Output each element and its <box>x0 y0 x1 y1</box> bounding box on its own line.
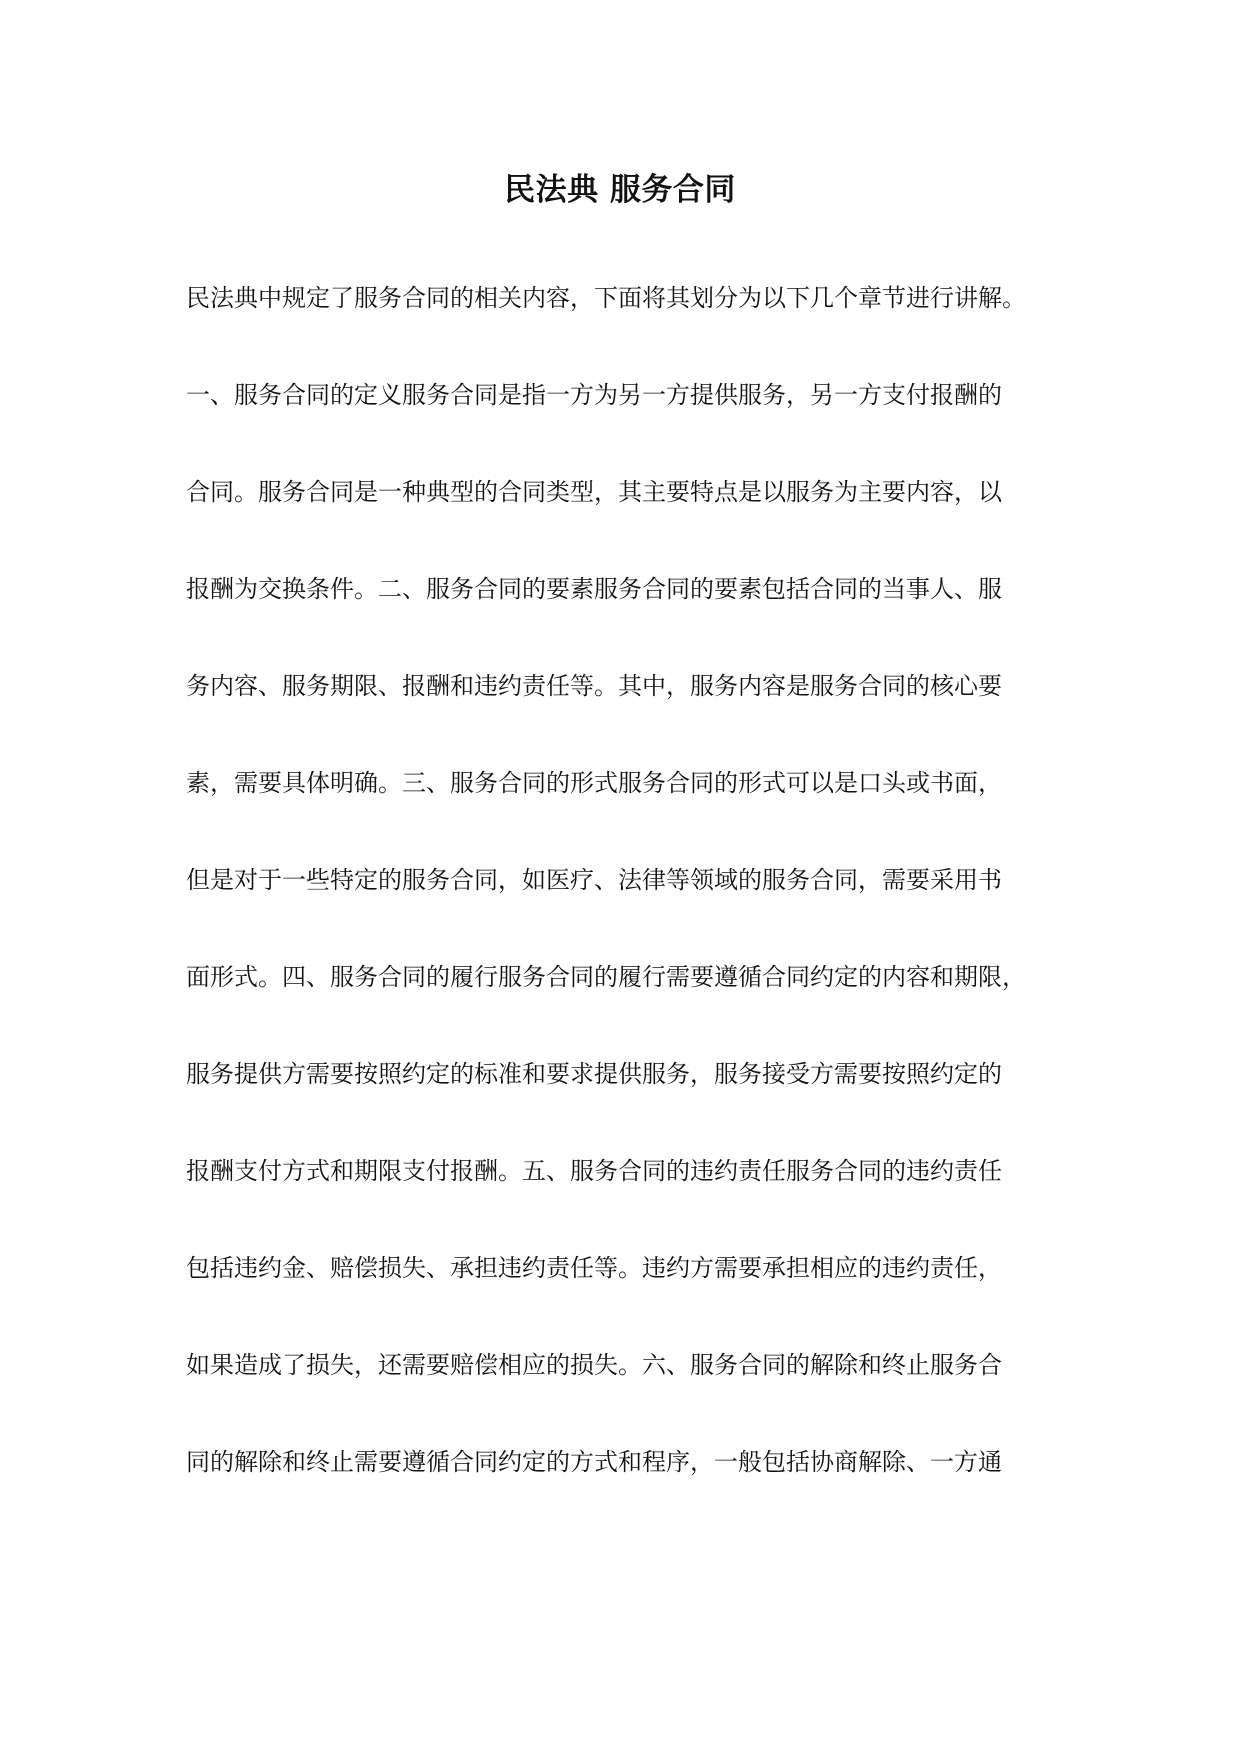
document-body <box>186 268 1086 1529</box>
body-line: 报酬为交换条件。二、服务合同的要素服务合同的要素包括合同的当事人、服 <box>186 575 1002 603</box>
body-line: 包括违约金、赔偿损失、承担违约责任等。违约方需要承担相应的违约责任， <box>186 1254 1002 1282</box>
body-line: 素，需要具体明确。三、服务合同的形式服务合同的形式可以是口头或书面， <box>186 769 1002 797</box>
body-line: 服务提供方需要按照约定的标准和要求提供服务，服务接受方需要按照约定的 <box>186 1060 1002 1088</box>
body-line: 但是对于一些特定的服务合同，如医疗、法律等领域的服务合同，需要采用书 <box>186 866 1002 894</box>
body-line: 务内容、服务期限、报酬和违约责任等。其中，服务内容是服务合同的核心要 <box>186 672 1002 700</box>
document-title: 民法典 服务合同 <box>504 172 736 208</box>
body-line: 面形式。四、服务合同的履行服务合同的履行需要遵循合同约定的内容和期限， <box>186 963 1026 991</box>
body-line: 一、服务合同的定义服务合同是指一方为另一方提供服务，另一方支付报酬的 <box>186 381 1002 409</box>
body-line: 如果造成了损失，还需要赔偿相应的损失。六、服务合同的解除和终止服务合 <box>186 1351 1002 1379</box>
body-line: 民法典中规定了服务合同的相关内容，下面将其划分为以下几个章节进行讲解。 <box>186 284 1026 312</box>
body-line: 报酬支付方式和期限支付报酬。五、服务合同的违约责任服务合同的违约责任 <box>186 1157 1002 1185</box>
body-line: 合同。服务合同是一种典型的合同类型，其主要特点是以服务为主要内容，以 <box>186 478 1002 506</box>
body-line: 同的解除和终止需要遵循合同约定的方式和程序，一般包括协商解除、一方通 <box>186 1448 1002 1476</box>
